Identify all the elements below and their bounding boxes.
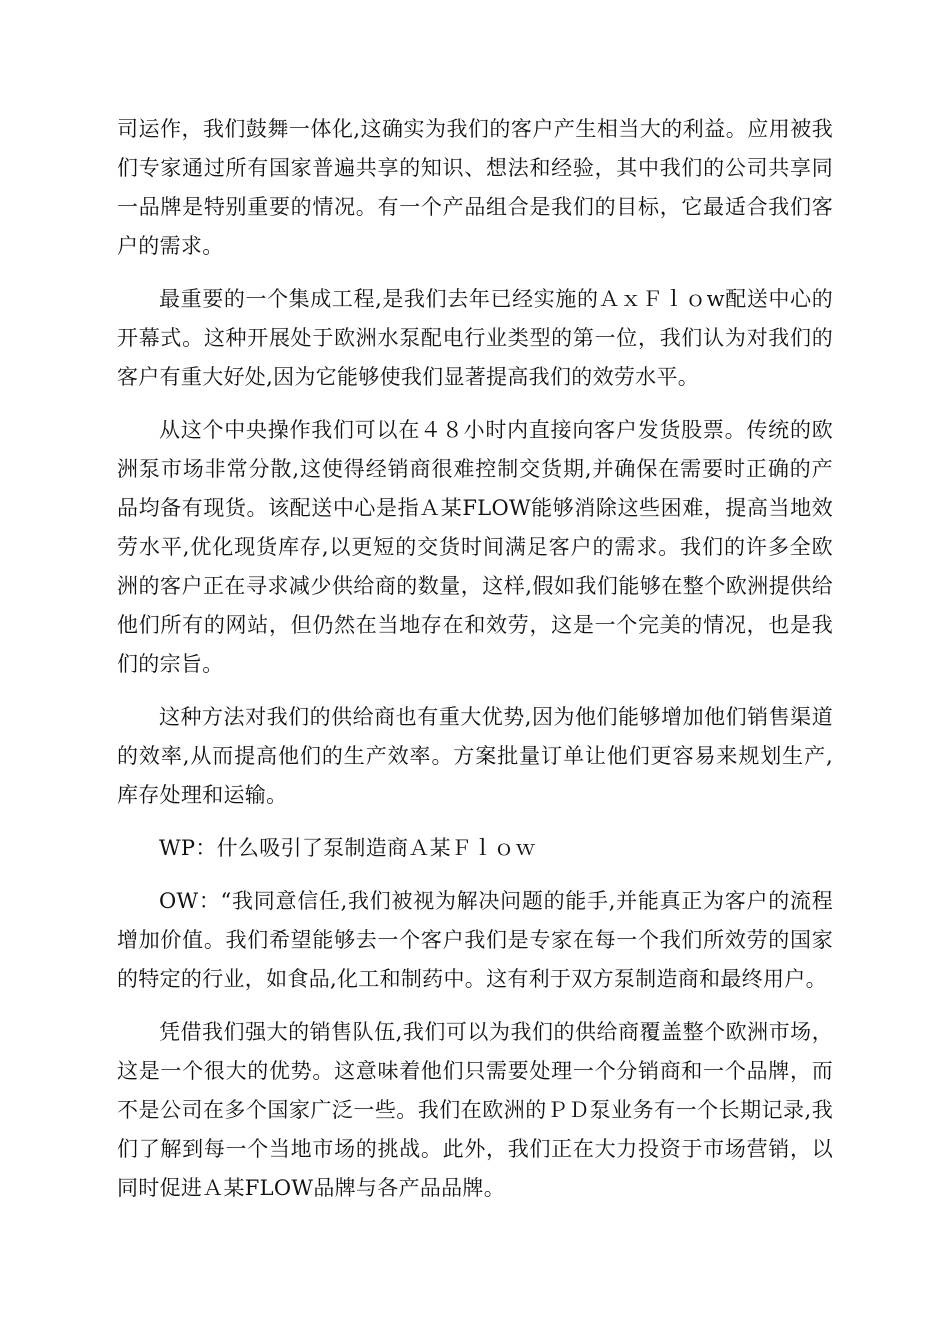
document-page — [117, 110, 833, 1222]
paragraph-5-question: WP：什么吸引了泵制造商Ａ某Ｆｌｏｗ — [159, 836, 537, 860]
paragraph-1: 司运作，我们鼓舞一体化,这确实为我们的客户产生相当大的利益。应用被我们专家通过所有国家普遍共享的知识、想法和经验，其中我们的公司共享同一品牌是特别重要的情况。有一个产品组合是我们的目标，它最适合我们客户的需求。 — [117, 117, 833, 258]
paragraph-4: 这种方法对我们的供给商也有重大优势,因为他们能够增加他们销售渠道的效率,从而提高他们的生产效率。方案批量订单让他们更容易来规划生产,库存处理和运输。 — [117, 705, 833, 807]
paragraph-3: 从这个中央操作我们可以在４８小时内直接向客户发货股票。传统的欧洲泵市场非常分散,这使得经销商很难控制交货期,并确保在需要时正确的产品均备有现货。该配送中心是指Ａ某FLOW能够消除这些困难，提高当地效劳水平,优化现货库存,以更短的交货时间满足客户的需求。我们的许多全欧洲的客户正在寻求减少供给商的数量，这样,假如我们能够在整个欧洲提供给他们所有的网站，但仍然在当地存在和效劳，这是一个完美的情况，也是我们的宗旨。 — [117, 418, 833, 676]
paragraph-6-answer: OW：“我同意信任,我们被视为解决问题的能手,并能真正为客户的流程增加价值。我们希望能够去一个客户我们是专家在每一个我们所效劳的国家的特定的行业，如食品,化工和制药中。这有利于双方泵制造商和最终用户。 — [117, 889, 833, 991]
paragraph-7: 凭借我们强大的销售队伍,我们可以为我们的供给商覆盖整个欧洲市场，这是一个很大的优势。这意味着他们只需要处理一个分销商和一个品牌，而不是公司在多个国家广泛一些。我们在欧洲的ＰＤ泵业务有一个长期记录,我们了解到每一个当地市场的挑战。此外，我们正在大力投资于市场营销，以同时促进Ａ某FLOW品牌与各产品品牌。 — [117, 1020, 833, 1200]
paragraph-2: 最重要的一个集成工程,是我们去年已经实施的ＡｘＦｌｏw配送中心的开幕式。这种开展处于欧洲水泵配电行业类型的第一位，我们认为对我们的客户有重大好处,因为它能够使我们显著提高我们的效劳水平。 — [117, 287, 833, 389]
